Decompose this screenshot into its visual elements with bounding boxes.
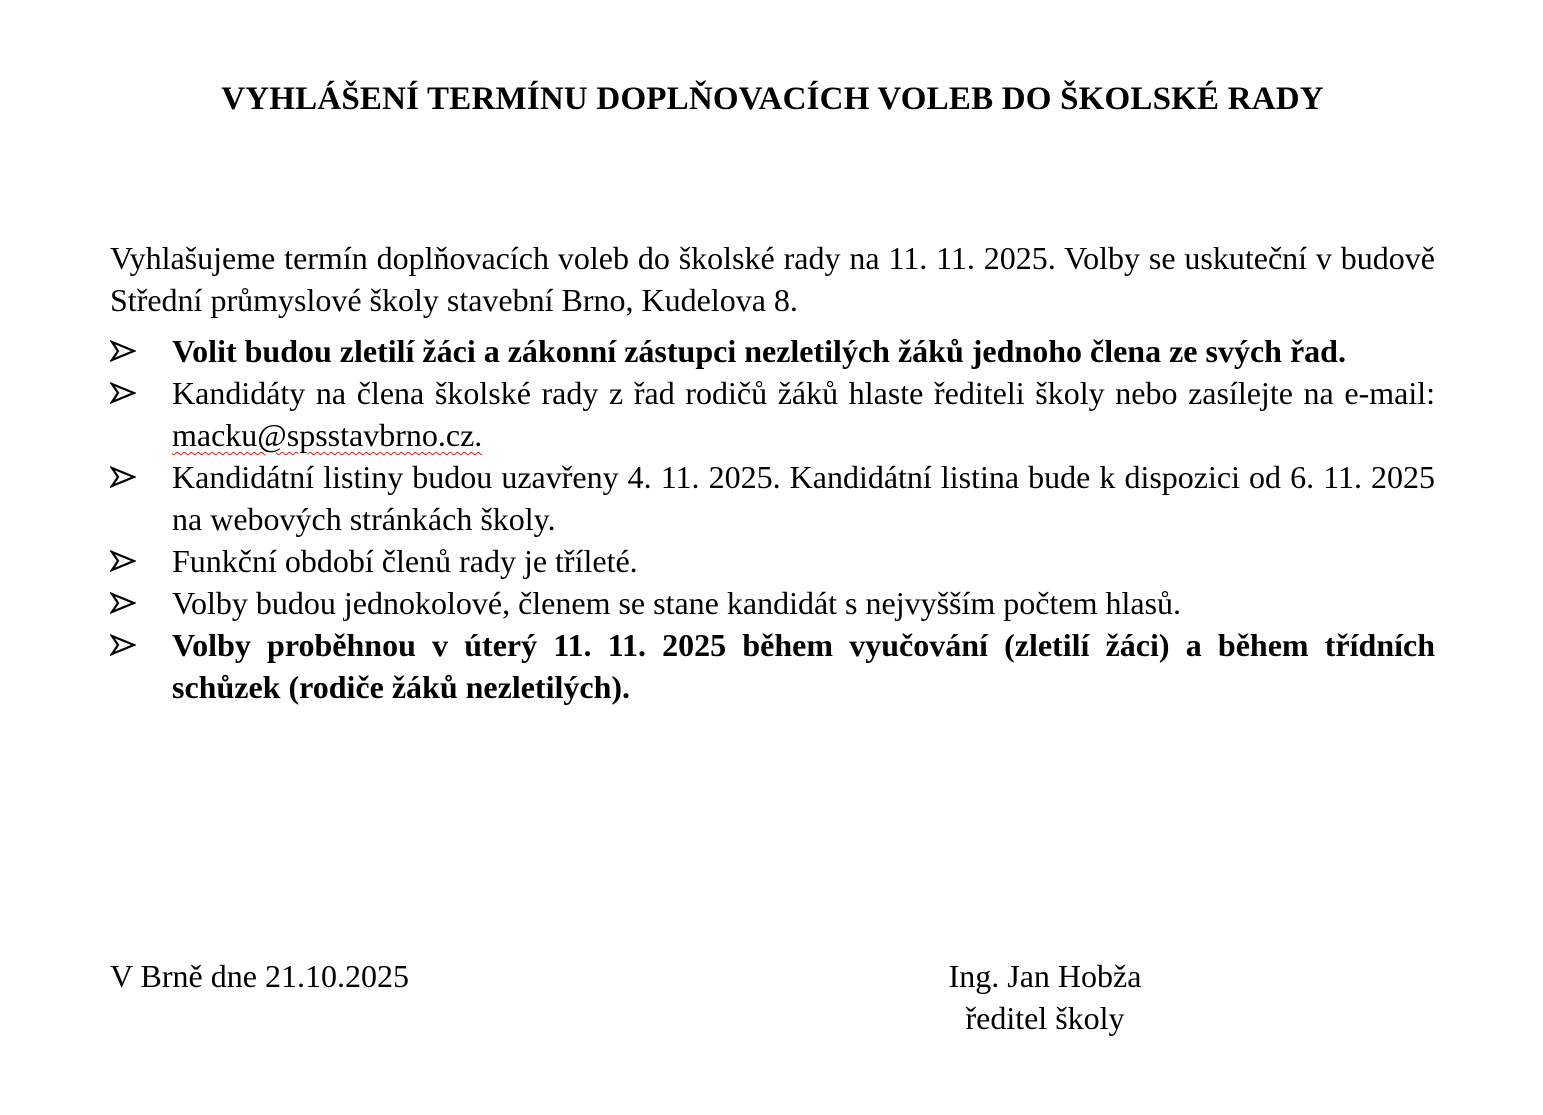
bullet-text: Kandidátní listiny budou uzavřeny 4. 11. 2025. Kandidátní listina bude k dispozici od 6. 11. 2025 na webových stránkách školy.: [172, 459, 1435, 537]
bullet-item-voters: [110, 330, 1435, 372]
bullet-list: [110, 330, 1435, 708]
arrowhead-bullet-icon: [110, 456, 140, 498]
arrowhead-bullet-icon: [110, 372, 140, 414]
bullet-item-rounds: [110, 582, 1435, 624]
bullet-item-lists: [110, 456, 1435, 540]
bullet-text: Volit budou zletilí žáci a zákonní zástupci nezletilých žáků jednoho člena ze svých řad.: [172, 333, 1346, 369]
arrowhead-bullet-icon: [110, 330, 140, 372]
email-link[interactable]: macku@spsstavbrno.cz.: [172, 417, 483, 453]
arrowhead-bullet-icon: [110, 624, 140, 666]
signatory-role: ředitel školy: [965, 1000, 1125, 1036]
signature-block: [920, 955, 1170, 1039]
place-and-date: V Brně dne 21.10.2025: [110, 958, 409, 994]
intro-paragraph: Vyhlašujeme termín doplňovacích voleb do školské rady na 11. 11. 2025. Volby se uskuteční v budově Střední průmyslové školy stavební Brno, Kudelova 8.: [110, 240, 1435, 318]
bullet-item-schedule: [110, 624, 1435, 708]
bullet-text: Volby proběhnou v úterý 11. 11. 2025 během vyučování (zletilí žáci) a během třídních schůzek (rodiče žáků nezletilých).: [172, 627, 1435, 705]
bullet-item-term: [110, 540, 1435, 582]
arrowhead-bullet-icon: [110, 582, 140, 624]
signatory-name: Ing. Jan Hobža: [948, 958, 1142, 994]
bullet-text: Volby budou jednokolové, členem se stane kandidát s nejvyšším počtem hlasů.: [172, 585, 1182, 621]
document-title: VYHLÁŠENÍ TERMÍNU DOPLŇOVACÍCH VOLEB DO ŠKOLSKÉ RADY: [221, 81, 1324, 117]
arrowhead-bullet-icon: [110, 540, 140, 582]
bullet-text: Funkční období členů rady je tříleté.: [172, 543, 638, 579]
bullet-text: Kandidáty na člena školské rady z řad rodičů žáků hlaste řediteli školy nebo zasílejte na e-mail:: [172, 375, 1435, 411]
bullet-item-candidates: [110, 372, 1435, 456]
